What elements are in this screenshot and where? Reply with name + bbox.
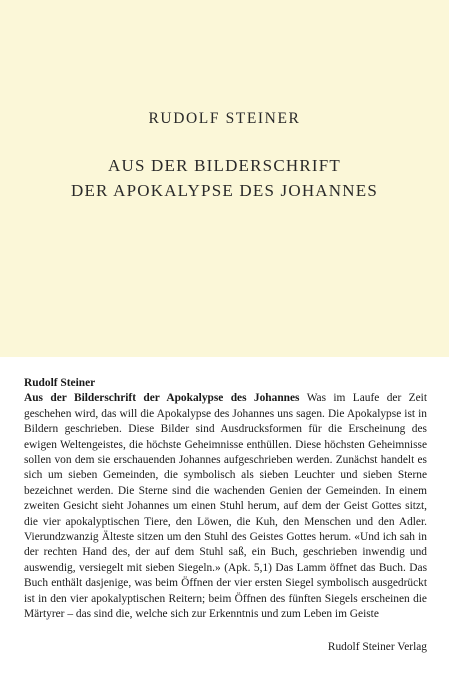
cover-author: RUDOLF STEINER bbox=[148, 110, 301, 127]
blurb-title: Aus der Bilderschrift der Apokalypse des Johannes bbox=[24, 392, 300, 405]
publisher-name: Rudolf Steiner Verlag bbox=[327, 641, 427, 653]
blurb-body: Was im Laufe der Zeit geschehen wird, das will die Apokalypse des Johannes uns sagen. Die Apokalypse ist in Bildern geschrieben. Diese Bilder sind Ausdrucksformen für die Erscheinung des ewigen Weltengeistes, die höchste Geheimnisse enthüllen. Diese höchsten Geheimnisse sollen von dem sie erschauenden Johannes aufgeschrieben werden. Zunächst handelt es sich um sieben Gemeinden, die symbolisch als sieben Leuchter und sieben Sterne bezeichnet werden. Die Sterne sind die wachenden Genien der Gemeinden. In einem zweiten Gesicht sieht Johannes um einen Stuhl herum, auf dem der Geist Gottes sitzt, die vier apokalyptischen Tiere, den Löwen, die Kuh, den Menschen und den Adler. Vierundzwanzig Älteste sitzen um den Stuhl des Geistes Gottes herum. «Und ich sah in der rechten Hand des, der auf dem Stuhl saß, ein Buch, geschrieben inwendig und auswendig, versiegelt mit sieben Siegeln.» (Apk. 5,1) Das Lamm öffnet das Buch. Das Buch enthält dasjenige, was beim Öffnen der vier ersten Siegel symbolisch ausgedrückt ist in den vier apokalyptischen Reitern; beim Öffnen des fünften Siegels erscheinen die Märtyrer – das sind die, welche sich zur Erkenntnis und zum Leben im Geiste bbox=[24, 392, 427, 621]
cover-title-line-1: AUS DER BILDERSCHRIFT bbox=[107, 156, 341, 175]
blurb-text bbox=[24, 376, 427, 623]
cover-title-line-2: DER APOKALYPSE DES JOHANNES bbox=[71, 181, 378, 200]
blurb-author: Rudolf Steiner bbox=[24, 377, 96, 389]
